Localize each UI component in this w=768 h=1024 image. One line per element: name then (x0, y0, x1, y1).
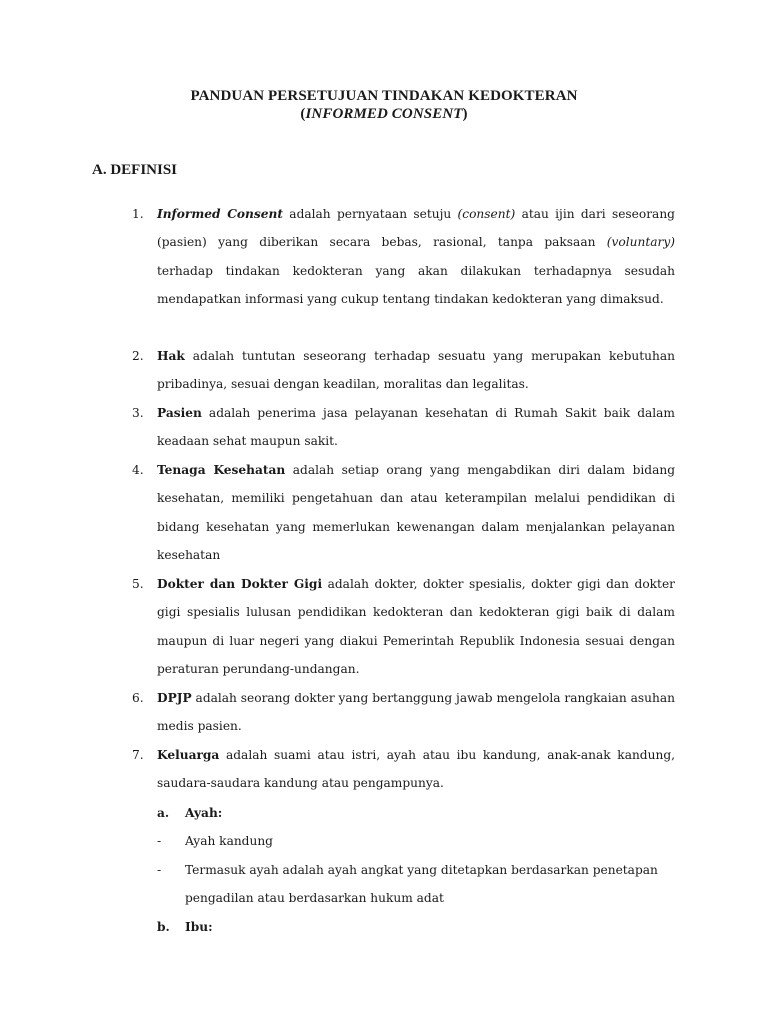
definition-text: (consent) (457, 207, 516, 221)
sub-heading-ibu (157, 913, 675, 941)
definition-term: Tenaga Kesehatan (157, 463, 286, 477)
definition-number: 1. (132, 207, 144, 221)
sub-item-marker: b. (157, 920, 170, 934)
definition-text: terhadap tindakan kedokteran yang akan dilakukan terhadapnya sesudah mendapatkan informasi yang cukup tentang tindakan kedokteran yang dimaksud. (157, 263, 675, 307)
definition-text: (voluntary) (606, 235, 675, 250)
section-heading: A. DEFINISI (92, 162, 178, 178)
definition-text: adalah suami atau istri, ayah atau ibu kandung, anak-anak kandung, saudara-saudara kandung atau pengampunya. (157, 748, 675, 791)
definition-text: adalah tuntutan seseorang terhadap sesuatu yang merupakan kebutuhan pribadinya, sesuai dengan keadilan, moralitas dan legalitas. (157, 349, 675, 392)
definition-item (132, 399, 675, 456)
definition-term: Pasien (157, 406, 202, 420)
sub-heading-ayah (157, 799, 675, 827)
definition-number: 6. (132, 691, 144, 705)
document-subtitle (0, 106, 768, 123)
document-title (0, 88, 768, 105)
definition-text: adalah penerima jasa pelayanan kesehatan di Rumah Sakit baik dalam keadaan sehat maupun sakit. (157, 406, 675, 449)
definition-text: adalah setiap orang yang mengabdikan diri dalam bidang kesehatan, memiliki pengetahuan dan atau keterampilan melalui pendidikan di bidang kesehatan yang memerlukan kewenangan dalam menjalankan pelayanan kesehatan (157, 463, 676, 563)
title-text: PANDUAN PERSETUJUAN TINDAKAN KEDOKTERAN (190, 88, 578, 104)
definition-item (132, 570, 675, 684)
definition-item (132, 741, 675, 798)
definition-text: adalah dokter, dokter spesialis, dokter gigi dan dokter gigi spesialis lulusan pendidikan kedokteran dan kedokteran gigi baik di dalam maupun di luar negeri yang diakui Pemerintah Republik Indonesia sesuai dengan peraturan perundang-undangan. (157, 577, 675, 677)
sub-item-marker: - (157, 834, 162, 848)
bullet-item (157, 827, 675, 855)
definition-number: 5. (132, 577, 144, 591)
definition-text: atau ijin dari seseorang (pasien) yang diberikan secara bebas, rasional, tanpa paksaan (157, 207, 675, 250)
bullet-item (157, 856, 675, 913)
sub-item-text: Ayah kandung (185, 834, 273, 848)
definition-number: 4. (132, 463, 144, 477)
subtitle-close-paren: ) (462, 106, 468, 122)
definition-term: Dokter dan Dokter Gigi (157, 577, 323, 591)
definition-number: 7. (132, 748, 144, 762)
sub-item-text: Ibu: (185, 920, 213, 934)
definition-item (132, 342, 675, 399)
definition-text: adalah pernyataan setuju (283, 207, 458, 221)
sub-item-marker: - (157, 863, 162, 877)
definition-item (132, 456, 676, 570)
definition-term: DPJP (157, 691, 192, 705)
definition-term: Informed Consent (157, 207, 283, 221)
sub-item-marker: a. (157, 806, 170, 820)
definition-item (132, 200, 675, 314)
sub-item-text: Ayah: (185, 806, 223, 820)
sub-item-text: Termasuk ayah adalah ayah angkat yang ditetapkan berdasarkan penetapan pengadilan atau berdasarkan hukum adat (185, 863, 658, 906)
definition-term: Hak (157, 349, 185, 363)
definition-item (132, 684, 675, 741)
subtitle-italic-text: INFORMED CONSENT (305, 106, 463, 122)
definition-text: adalah seorang dokter yang bertanggung jawab mengelola rangkaian asuhan medis pasien. (157, 691, 675, 734)
definition-number: 2. (132, 349, 144, 363)
definition-term: Keluarga (157, 748, 220, 762)
subtitle-open-paren: ( (300, 106, 306, 122)
definition-number: 3. (132, 406, 144, 420)
